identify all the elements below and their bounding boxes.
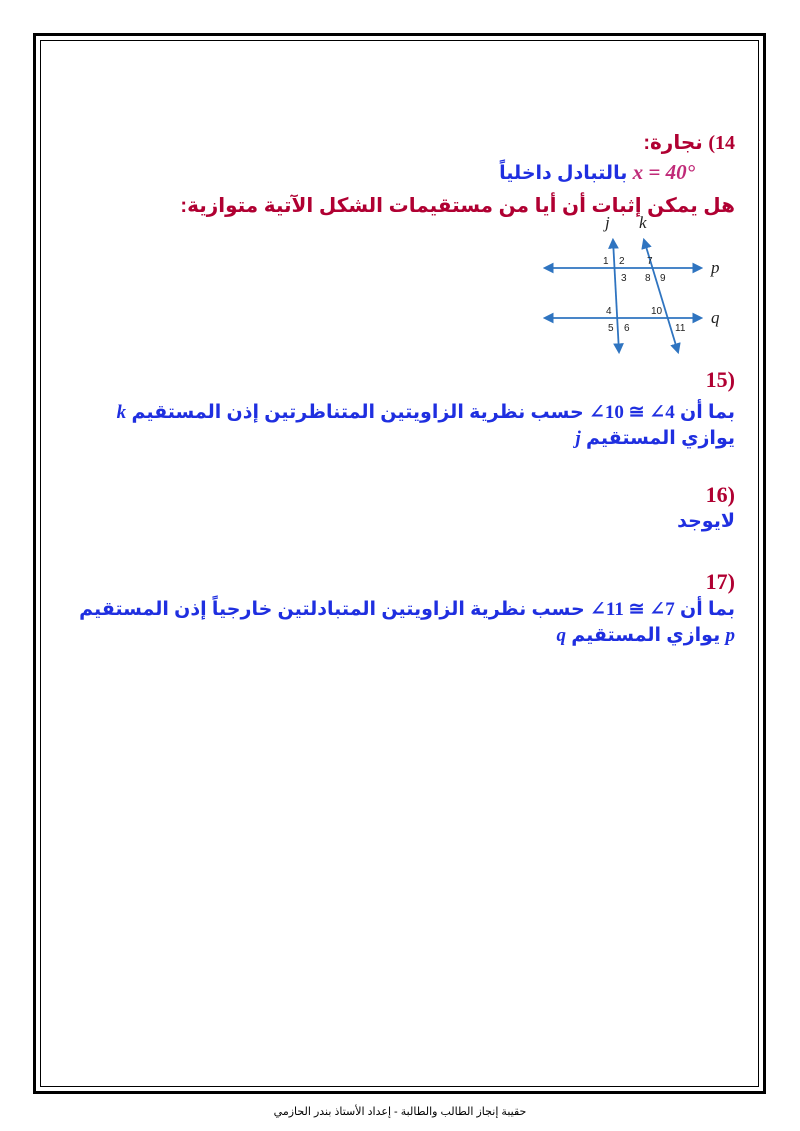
q15-mid2: يوازي المستقيم — [586, 428, 735, 449]
q17-pre: بما أن — [679, 599, 735, 620]
q15-pre: بما أن — [679, 402, 735, 423]
label-j: j — [605, 213, 610, 232]
question-17-answer — [65, 597, 735, 649]
label-q: q — [711, 308, 720, 327]
q17-var1: p — [725, 625, 735, 646]
angle-1: 1 — [603, 256, 609, 267]
angle-10: 10 — [651, 306, 663, 317]
angle-2: 2 — [619, 256, 625, 267]
q15-var2: j — [575, 428, 581, 449]
angle-6: 6 — [624, 323, 630, 334]
q17-mid2: يوازي المستقيم — [571, 625, 721, 646]
section-14-answer — [499, 160, 695, 185]
label-p: p — [711, 258, 720, 277]
angle-9: 9 — [660, 273, 666, 284]
question-15-number: (15 — [705, 367, 735, 392]
question-16-number: (16 — [705, 482, 735, 507]
question-prompt: هل يمكن إثبات أن أيا من مستقيمات الشكل الآتية متوازية: — [180, 195, 735, 217]
angle-5: 5 — [608, 323, 614, 334]
page-content — [65, 0, 735, 1000]
section-14-title: نجارة: — [643, 132, 703, 154]
section-14-heading — [643, 130, 735, 155]
angle-4: 4 — [606, 306, 612, 317]
q17-mid: حسب نظرية الزاويتين المتبادلتين خارجياً إذن المستقيم — [79, 599, 585, 620]
label-k: k — [639, 213, 647, 232]
parallel-lines-figure — [533, 210, 733, 360]
page-footer: حقيبة إنجاز الطالب والطالبة - إعداد الأستاذ بندر الحازمي — [273, 1106, 527, 1118]
angle-3: 3 — [621, 273, 627, 284]
section-14-number: 14) — [708, 132, 735, 154]
angle-11: 11 — [675, 323, 686, 334]
angle-7: 7 — [647, 256, 653, 267]
q15-var1: k — [116, 402, 127, 423]
section-14-reason: بالتبادل داخلياً — [499, 163, 628, 184]
angle-8: 8 — [645, 273, 651, 284]
section-14-equation: x = 40° — [632, 160, 695, 184]
q15-mid: حسب نظرية الزاويتين المتناظرتين إذن المستقيم — [131, 402, 584, 423]
q17-var2: q — [556, 625, 566, 646]
question-15-answer — [65, 400, 735, 452]
q17-expression: ∠11 ≅ ∠7 — [589, 599, 675, 620]
question-16-answer: لايوجد — [677, 511, 735, 532]
question-17-number: (17 — [705, 569, 735, 594]
q15-expression: ∠10 ≅ ∠4 — [588, 402, 675, 423]
